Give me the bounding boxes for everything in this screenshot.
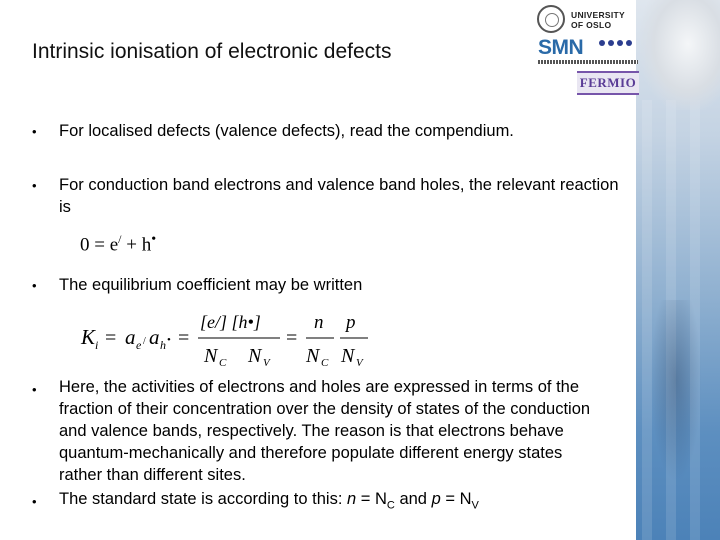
reaction-equation: 0 = e/ + h•: [80, 232, 157, 256]
bullet-marker: •: [32, 382, 37, 397]
sculpture-head-image: [640, 0, 720, 110]
bullet-text-standard-state: The standard state is according to this: $n = N_C$ and $p = N_V$: [59, 490, 479, 512]
svg-text:h: h: [160, 338, 166, 352]
smn-subtitle-bar: [538, 60, 638, 64]
bullet-text: For conduction band electrons and valence band holes, the relevant reaction is: [59, 176, 619, 216]
svg-text:[e/] [h•]: [e/] [h•]: [200, 312, 261, 332]
svg-text:n: n: [314, 312, 324, 333]
svg-text:N: N: [306, 345, 320, 367]
bullet-marker: •: [32, 124, 37, 139]
bullet-marker: •: [32, 278, 37, 293]
svg-text:N: N: [341, 345, 355, 367]
fermio-logo-text: FERMIO: [579, 75, 637, 90]
svg-text:p: p: [346, 312, 356, 333]
svg-text:N: N: [204, 345, 218, 367]
svg-text:e: e: [136, 338, 142, 352]
statue-silhouette: [646, 300, 706, 500]
equilibrium-coefficient-equation: [78, 308, 378, 370]
svg-text:•: •: [167, 334, 171, 346]
fermio-logo: [577, 71, 639, 95]
svg-text:a: a: [149, 325, 160, 349]
svg-text:/: /: [143, 336, 146, 347]
svg-text:=: =: [105, 327, 117, 349]
slide-title: Intrinsic ionisation of electronic defects: [32, 40, 392, 63]
svg-text:a: a: [125, 325, 136, 349]
svg-text:i: i: [95, 338, 99, 352]
university-seal-icon: [537, 5, 565, 33]
university-of-oslo-logo: [537, 5, 632, 37]
bullet-text: The equilibrium coefficient may be written: [59, 276, 363, 294]
bullet-text: Here, the activities of electrons and holes are expressed in terms of the fraction of their concentration over the density of states of the conduction and valence bands, respectively. The reason is that electrons behave quantum-mechanically and therefore populate different energy states rather than different sites.: [59, 378, 591, 484]
svg-text:V: V: [356, 357, 363, 369]
bullet-text: For localised defects (valence defects), read the compendium.: [59, 122, 514, 140]
svg-text:K: K: [81, 325, 96, 349]
svg-text:=: =: [178, 327, 190, 349]
smn-logo: [538, 36, 640, 66]
bullet-marker: •: [32, 178, 37, 193]
svg-text:V: V: [263, 357, 270, 369]
svg-text:C: C: [321, 357, 329, 369]
university-logo-text: UNIVERSITY OF OSLO: [571, 10, 626, 30]
smn-dots: [599, 40, 632, 46]
bullet-marker: •: [32, 494, 37, 509]
svg-text:=: =: [286, 327, 298, 349]
svg-text:C: C: [219, 357, 227, 369]
smn-logo-text: SMN: [538, 36, 584, 59]
svg-text:N: N: [248, 345, 262, 367]
